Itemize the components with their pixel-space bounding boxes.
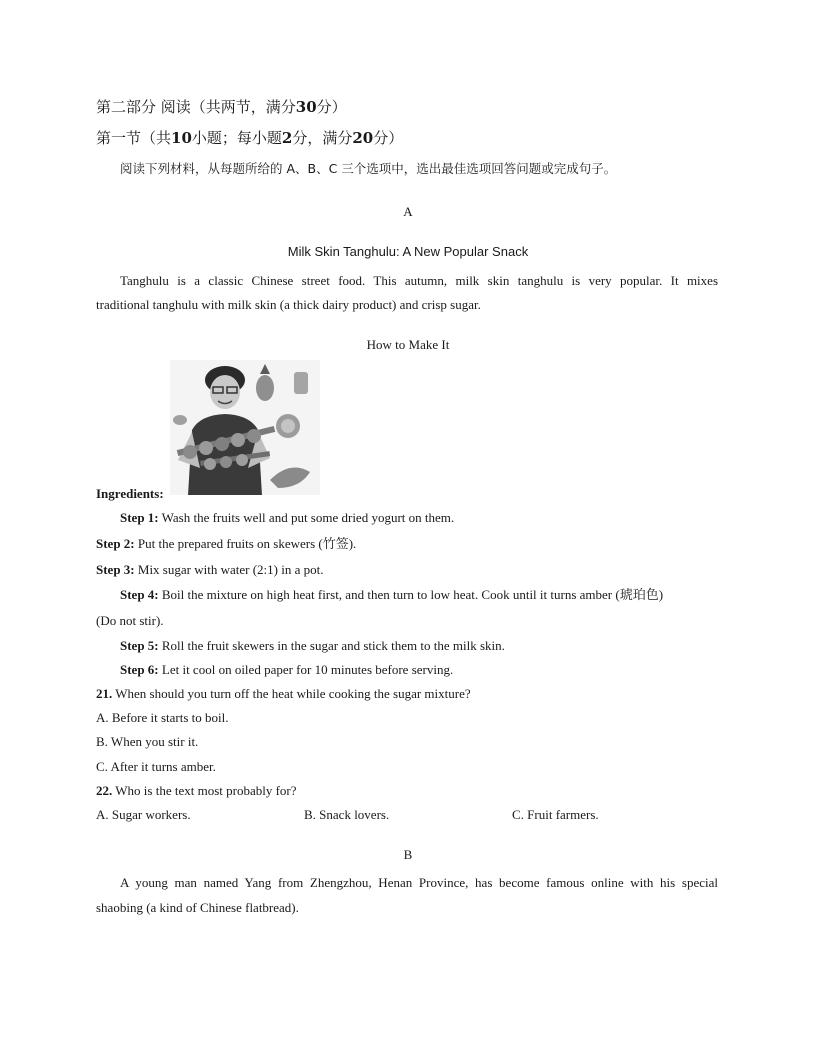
passage-b-line1: A young man named Yang from Zhengzhou, Henan Province, has become famous online with his special	[120, 875, 718, 890]
step-6	[120, 661, 453, 679]
tanghulu-photo	[170, 360, 320, 495]
step-label: Step 5:	[120, 638, 159, 653]
part-score: 30	[295, 98, 317, 116]
part-unit: 分）	[316, 98, 347, 116]
question-number: 22.	[96, 783, 113, 798]
step-label: Step 3:	[96, 562, 135, 577]
q22-option-c[interactable]: C. Fruit farmers.	[512, 807, 599, 822]
step-3	[96, 561, 323, 579]
sub-total: 20	[352, 129, 374, 147]
part-heading	[96, 98, 347, 116]
step-2	[96, 535, 356, 553]
step-text: Mix sugar with water (2:1) in a pot.	[134, 562, 324, 577]
step-label: Step 6:	[120, 662, 159, 677]
step-1	[120, 509, 454, 527]
how-to-title: How to Make It	[366, 337, 450, 352]
sub-title-d: 分）	[373, 129, 404, 147]
step-label: Step 2:	[96, 536, 135, 551]
sub-each: 2	[281, 129, 293, 147]
sub-num: 10	[171, 129, 192, 147]
subsection-heading	[96, 129, 403, 147]
step-4-continued: (Do not stir).	[96, 613, 164, 628]
passage-b-label: B	[403, 847, 413, 862]
step-text: Put the prepared fruits on skewers (竹签).	[134, 536, 357, 551]
question-text: When should you turn off the heat while cooking the sugar mixture?	[112, 686, 471, 701]
question-21	[96, 685, 471, 703]
passage-b-line2: shaobing (a kind of Chinese flatbread).	[96, 900, 299, 915]
q21-option-c[interactable]: C. After it turns amber.	[96, 759, 216, 774]
passage-a-label: A	[403, 204, 413, 219]
sub-title-b: 小题；每小题	[191, 129, 282, 147]
q21-option-b[interactable]: B. When you stir it.	[96, 734, 199, 749]
step-label: Step 1:	[120, 510, 159, 525]
step-4	[120, 586, 663, 604]
passage-a-para-line1: Tanghulu is a classic Chinese street food. This autumn, milk skin tanghulu is very popular. It mixes	[120, 273, 718, 288]
sub-title-a: 第一节（共	[96, 129, 172, 147]
q22-option-a[interactable]: A. Sugar workers.	[96, 807, 191, 822]
q22-option-b[interactable]: B. Snack lovers.	[304, 807, 390, 822]
step-label: Step 4:	[120, 587, 159, 602]
question-number: 21.	[96, 686, 113, 701]
step-5	[120, 637, 505, 655]
step-text: Boil the mixture on high heat first, and then turn to low heat. Cook until it turns amber (琥珀色)	[158, 587, 664, 602]
part-title: 第二部分 阅读（共两节，满分	[96, 98, 296, 116]
passage-a-title: Milk Skin Tanghulu: A New Popular Snack	[287, 244, 529, 259]
q21-option-a[interactable]: A. Before it starts to boil.	[96, 710, 229, 725]
instruction: 阅读下列材料，从每题所给的 A、B、C 三个选项中，选出最佳选项回答问题或完成句子。	[120, 161, 617, 176]
sub-title-c: 分，满分	[292, 129, 353, 147]
passage-a-para-line2: traditional tanghulu with milk skin (a thick dairy product) and crisp sugar.	[96, 297, 481, 312]
question-text: Who is the text most probably for?	[112, 783, 297, 798]
question-22	[96, 782, 297, 800]
step-text: Wash the fruits well and put some dried yogurt on them.	[158, 510, 455, 525]
ingredients-label: Ingredients:	[96, 486, 164, 501]
step-text: Roll the fruit skewers in the sugar and stick them to the milk skin.	[158, 638, 505, 653]
step-text: Let it cool on oiled paper for 10 minutes before serving.	[158, 662, 454, 677]
